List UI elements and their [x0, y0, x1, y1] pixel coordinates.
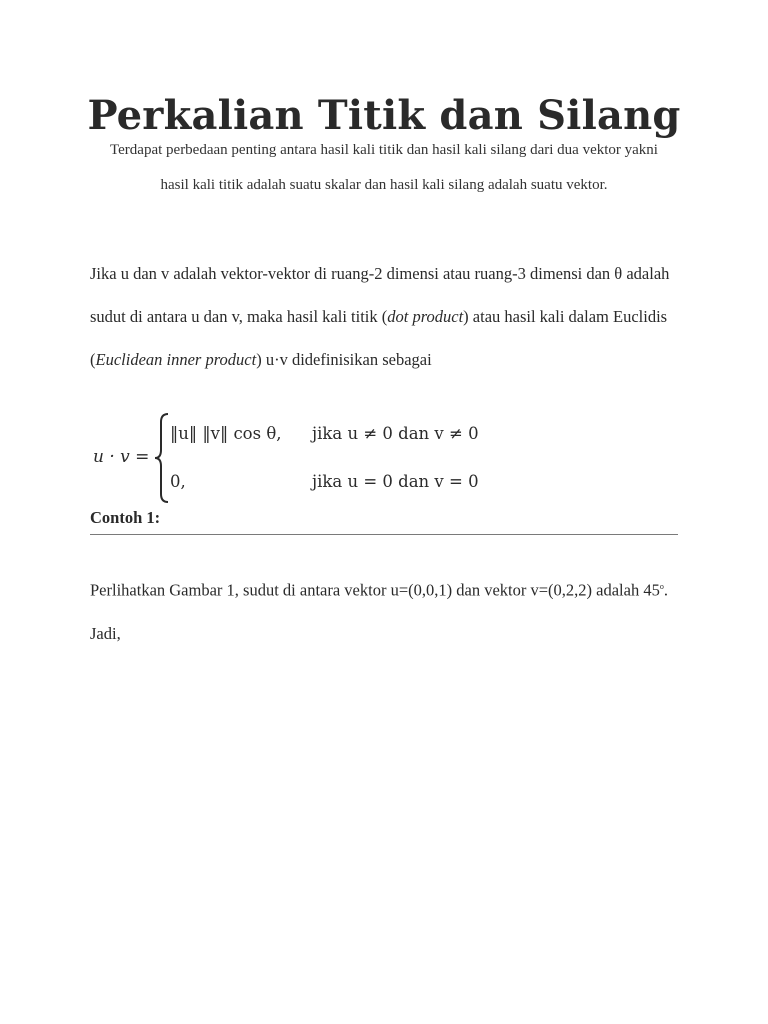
definition-paragraph [90, 252, 690, 381]
example-tail: . Jadi, [90, 580, 668, 643]
formula-case-1: ‖u‖ ‖v‖ cos θ, [170, 424, 282, 443]
example-paragraph [90, 565, 690, 655]
euclidean-inner-product-term: Euclidean inner product [95, 350, 257, 369]
page-title: Perkalian Titik dan Silang [87, 92, 681, 139]
heading-divider [90, 534, 678, 535]
curly-brace [152, 412, 172, 504]
definition-text-1: Jika u dan v adalah vektor-vektor di ruang-2 dimensi atau ruang-3 dimensi dan θ adalah sudut di antara u dan v, maka hasil kali titik ( [90, 264, 670, 326]
formula-condition-2: jika u = 0 dan v = 0 [312, 472, 479, 491]
formula-lhs: u · v = [93, 447, 150, 467]
example-text: Perlihatkan Gambar 1, sudut di antara vektor u=(0,0,1) dan vektor v=(0,2,2) adalah 45 [90, 580, 660, 600]
example-heading: Contoh 1: [90, 508, 161, 527]
definition-text-2: ) atau hasil kali dalam Euclidis ( [90, 307, 668, 369]
intro-subtitle: Terdapat perbedaan penting antara hasil kali titik dan hasil kali silang dari dua vektor yakni hasil kali titik adalah suatu skalar dan hasil kali silang adalah suatu vektor. [110, 142, 658, 193]
formula-condition-1: jika u ≠ 0 dan v ≠ 0 [312, 424, 479, 443]
formula-case-2: 0, [170, 472, 186, 491]
definition-text-3: ) u·v didefinisikan sebagai [256, 350, 432, 369]
dot-product-formula [90, 412, 510, 504]
degree-superscript: o [659, 582, 664, 591]
dot-product-term: dot product [387, 307, 464, 326]
